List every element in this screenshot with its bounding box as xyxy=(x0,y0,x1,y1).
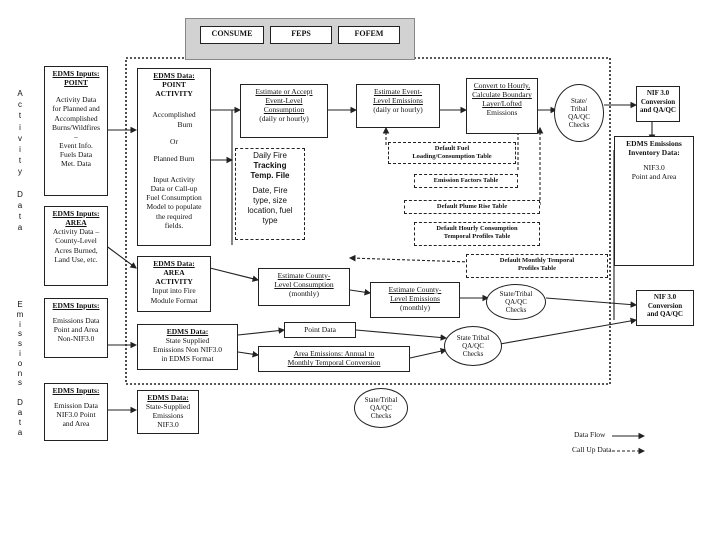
wire-area-in xyxy=(105,245,136,268)
wire-qc2-nif2 xyxy=(546,298,636,305)
wire-qc3-nif2 xyxy=(500,320,636,344)
fuel-loading-table: Default Fuel Loading/Consumption Table xyxy=(388,142,516,164)
wire-point-qc3 xyxy=(356,330,446,338)
edms-inputs-point: EDMS Inputs: POINT Activity Data for Planned and Accomplished Burns/Wildfires – Event Info. Fuels Data Met. Data xyxy=(44,66,108,196)
county-consumption-box: Estimate County- Level Consumption (monthly) xyxy=(258,268,350,306)
wire-ss-area xyxy=(238,352,258,355)
fofem-box xyxy=(338,26,400,44)
plume-rise-table: Default Plume Rise Table xyxy=(404,200,540,214)
convert-hourly-box: Convert to Hourly, Calculate Boundary Layer/Lofted Emissions xyxy=(466,78,538,134)
edms-area-title: EDMS Inputs: AREA xyxy=(52,209,100,228)
edms-point-title: EDMS Inputs: POINT xyxy=(52,69,100,88)
area-activity-box: EDMS Data: AREA ACTIVITY Input into Fire Module Format xyxy=(137,256,211,312)
nif-conversion-2: NIF 3.0 Conversion and QA/QC xyxy=(636,290,694,326)
feps-label: FEPS xyxy=(291,29,311,38)
nif-conversion-1: NIF 3.0 Conversion and QA/QC xyxy=(636,86,680,122)
estimate-event-consumption: Estimate or Accept Event-Level Consumption (daily or hourly) xyxy=(240,84,328,138)
fofem-label: FOFEM xyxy=(354,29,384,38)
point-data-box: Point Data xyxy=(284,322,356,338)
emissions-data-label: E m i s s i o n s D a t a xyxy=(16,300,24,437)
hourly-consumption-table: Default Hourly Consumption Temporal Profiles Table xyxy=(414,222,540,246)
edms-inputs-area: EDMS Inputs: AREA Activity Data – County-Level Acres Burned, Land Use, etc. xyxy=(44,206,108,286)
state-supplied-non-nif: EDMS Data: State Supplied Emissions Non NIF3.0 in EDMS Format xyxy=(137,324,238,370)
edms-inputs-emissions: EDMS Inputs: Emissions Data Point and Area Non-NIF3.0 xyxy=(44,298,108,358)
legend-call-up-data: Call Up Data xyxy=(572,445,612,454)
daily-fire-tracking: Daily Fire Tracking Temp. File Date, Fire type, size location, fuel type xyxy=(235,148,305,240)
consume-label: CONSUME xyxy=(211,29,253,38)
estimate-event-emissions: Estimate Event- Level Emissions (daily or hourly) xyxy=(356,84,440,128)
state-supplied-nif: EDMS Data: State-Supplied Emissions NIF3.0 xyxy=(137,390,199,434)
emission-factors-table: Emission Factors Table xyxy=(414,174,518,188)
wire-cc-ce xyxy=(350,290,370,293)
wire-area-qc3 xyxy=(410,350,446,358)
qc-checks-oval-4: State/Tribal QA/QC Checks xyxy=(354,388,408,428)
qc-checks-oval-2: State/Tribal QA/QC Checks xyxy=(486,284,546,320)
qc-checks-oval-1: State/ Tribal QA/QC Checks xyxy=(554,84,604,142)
feps-box xyxy=(270,26,332,44)
edms-emissions-inventory: EDMS Emissions Inventory Data: NIF3.0 Point and Area xyxy=(614,136,694,266)
wire-area-county xyxy=(210,268,258,280)
wire-monthly xyxy=(350,258,470,262)
county-emissions-box: Estimate County- Level Emissions (monthly) xyxy=(370,282,460,318)
edms-inputs-emissions-nif: EDMS Inputs: Emission Data NIF3.0 Point and Area xyxy=(44,383,108,441)
activity-data-label: A c t i v i t y D a t a xyxy=(17,89,23,233)
point-activity-box: EDMS Data: POINT ACTIVITY Accomplished Burn Or Planned Burn Input Activity Data or Call-up Fuel Consumption Model to populate the required fields. xyxy=(137,68,211,246)
wire-ss-point xyxy=(238,330,284,335)
legend-data-flow: Data Flow xyxy=(574,430,606,439)
consume-box xyxy=(200,26,264,44)
area-emissions-conversion: Area Emissions: Annual to Monthly Temporal Conversion xyxy=(258,346,410,372)
qc-checks-oval-3: State Tribal QA/QC Checks xyxy=(444,326,502,366)
monthly-temporal-table: Default Monthly Temporal Profiles Table xyxy=(466,254,608,278)
